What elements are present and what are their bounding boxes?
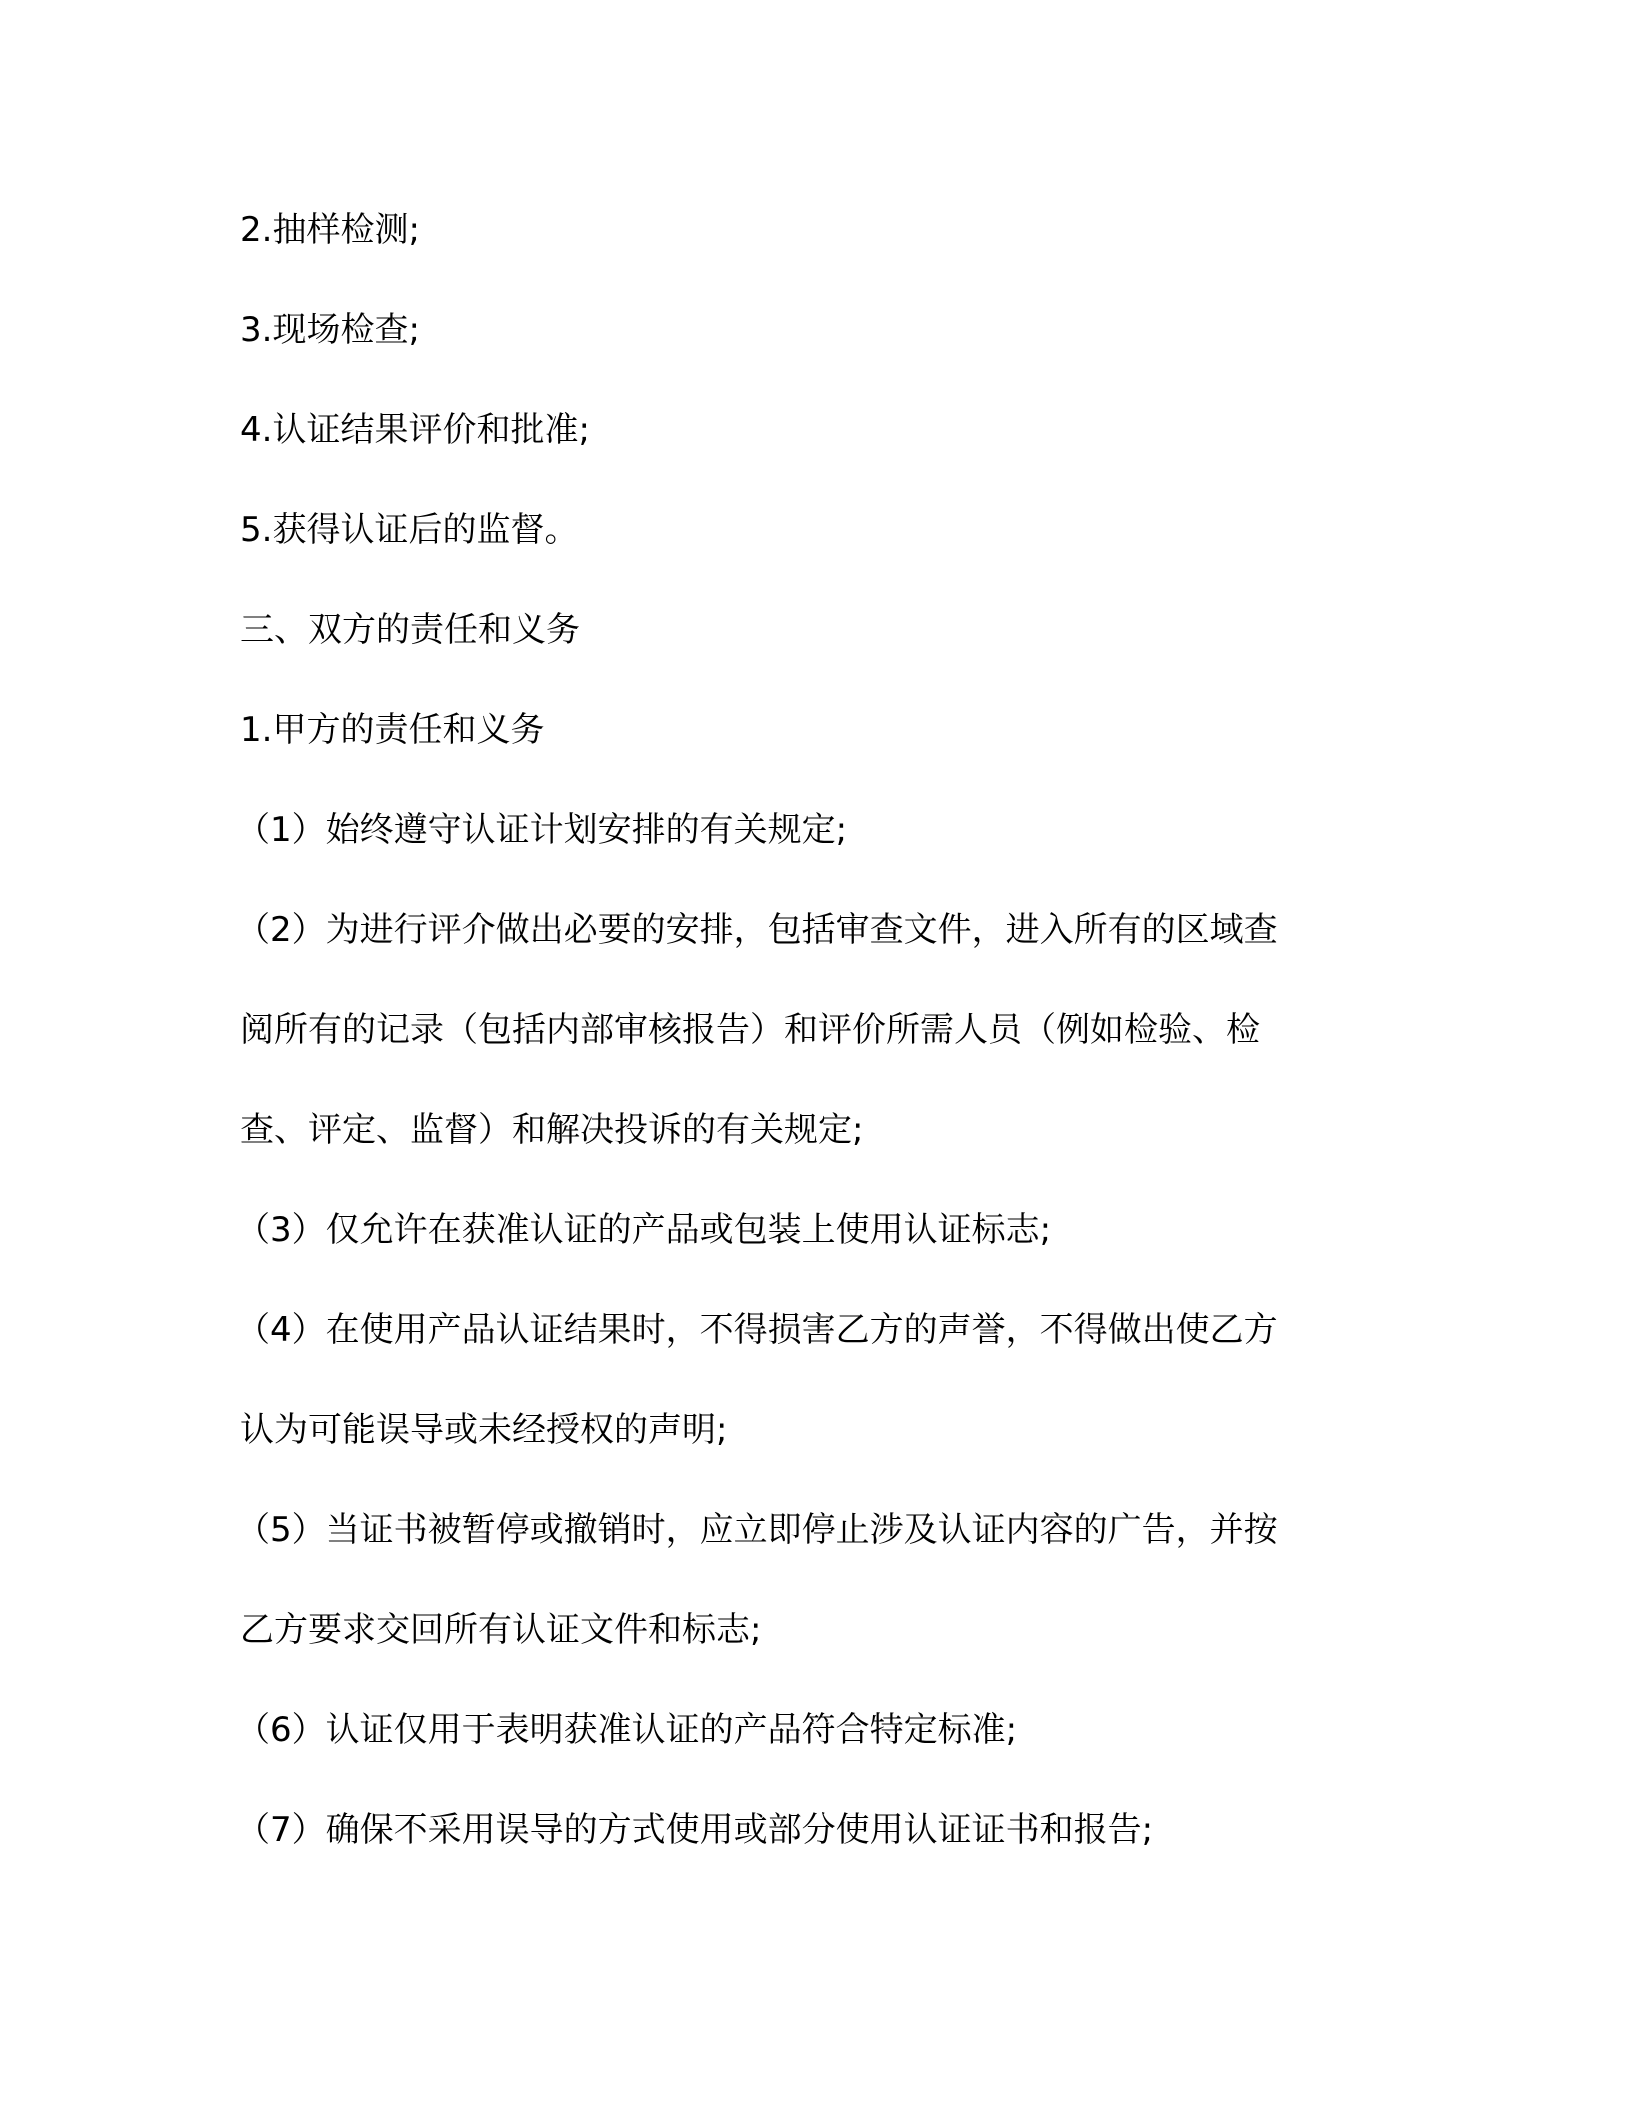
clause-4-line-1: （4）在使用产品认证结果时，不得损害乙方的声誉，不得做出使乙方 — [236, 1310, 1278, 1350]
list-item-post-certification-supervision: 5.获得认证后的监督。 — [240, 510, 579, 550]
clause-2-line-1: （2）为进行评介做出必要的安排，包括审查文件，进入所有的区域查 — [236, 910, 1278, 950]
clause-3: （3）仅允许在获准认证的产品或包装上使用认证标志; — [236, 1210, 1052, 1250]
clause-2-line-2: 阅所有的记录（包括内部审核报告）和评价所需人员（例如检验、检 — [240, 1010, 1260, 1050]
clause-7: （7）确保不采用误导的方式使用或部分使用认证证书和报告; — [236, 1810, 1154, 1850]
list-item-result-evaluation: 4.认证结果评价和批准; — [240, 410, 590, 450]
clause-4-line-2: 认为可能误导或未经授权的声明; — [240, 1410, 728, 1450]
clause-5-line-2: 乙方要求交回所有认证文件和标志; — [240, 1610, 762, 1650]
clause-6: （6）认证仅用于表明获准认证的产品符合特定标准; — [236, 1710, 1018, 1750]
clause-5-line-1: （5）当证书被暂停或撤销时，应立即停止涉及认证内容的广告，并按 — [236, 1510, 1278, 1550]
list-item-sampling-test: 2.抽样检测; — [240, 210, 420, 250]
clause-2-line-3: 查、评定、监督）和解决投诉的有关规定; — [240, 1110, 864, 1150]
section-heading-responsibilities: 三、双方的责任和义务 — [240, 610, 580, 650]
subsection-heading-party-a: 1.甲方的责任和义务 — [240, 710, 545, 750]
list-item-onsite-inspection: 3.现场检查; — [240, 310, 420, 350]
document-body — [236, 180, 1370, 1880]
clause-1: （1）始终遵守认证计划安排的有关规定; — [236, 810, 848, 850]
